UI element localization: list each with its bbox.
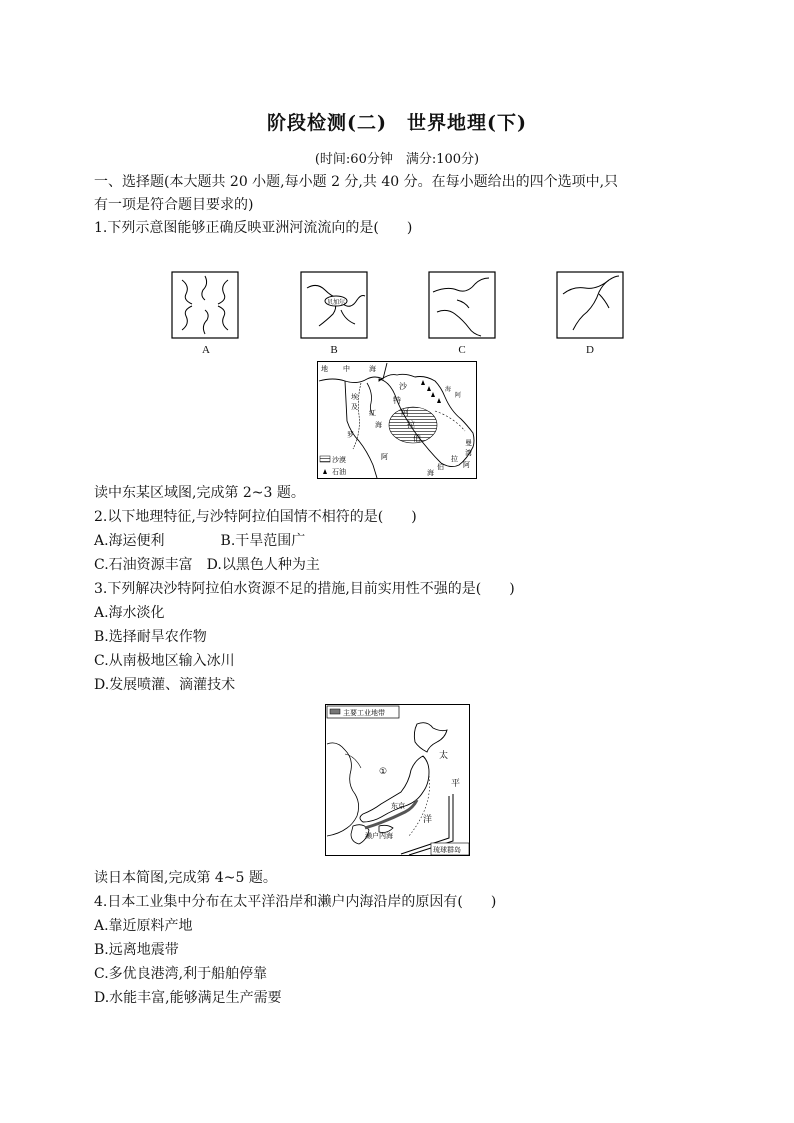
legend-desert: 沙漠 bbox=[332, 456, 346, 464]
question-3-option-c: C.从南极地区输入冰川 bbox=[94, 653, 235, 669]
ocean-label-tai: 太 bbox=[439, 751, 449, 761]
intro-q2-q3: 读中东某区域图,完成第 2~3 题。 bbox=[94, 485, 305, 501]
section-heading-line2: 有一项是符合题目要求的) bbox=[94, 197, 254, 213]
page-title: 阶段检测(二) 世界地理(下) bbox=[267, 112, 527, 134]
q1-map-c bbox=[427, 270, 499, 340]
map-label-bo2: 伯 bbox=[437, 463, 444, 471]
tokyo-label: 东京 bbox=[391, 802, 405, 810]
map-label-a: 阿 bbox=[401, 408, 409, 417]
ocean-label-ping: 平 bbox=[451, 779, 461, 789]
q1-map-a bbox=[170, 270, 242, 340]
question-2-stem: 2.以下地理特征,与沙特阿拉伯国情不相符的是( ) bbox=[94, 509, 417, 525]
map-label-a4: 阿 bbox=[463, 461, 470, 469]
map-label-a3: 阿 bbox=[455, 392, 462, 399]
section-heading-line1: 一、选择题(本大题共 20 小题,每小题 2 分,共 40 分。在每小题给出的四个选项中,只 bbox=[94, 174, 619, 190]
exam-info: (时间:60分钟 满分:100分) bbox=[314, 152, 480, 167]
question-1-stem: 1.下列示意图能够正确反映亚洲河流流向的是( ) bbox=[94, 220, 413, 236]
map-label-zhong: 中 bbox=[343, 365, 350, 373]
inland-sea-label: 濑户内海 bbox=[365, 832, 393, 840]
question-4-option-c: C.多优良港湾,利于船舶停靠 bbox=[94, 966, 268, 982]
map-label-man: 曼 bbox=[465, 439, 472, 447]
q1-map-c-label: C bbox=[458, 344, 466, 356]
map-label-sha: 沙 bbox=[399, 382, 407, 391]
map-label-wan: 湾 bbox=[465, 449, 472, 457]
ocean-label-yang: 洋 bbox=[423, 815, 433, 825]
question-4-option-b: B.远离地震带 bbox=[94, 942, 179, 958]
ryukyu-label: 琉球群岛 bbox=[433, 846, 461, 854]
q1-map-a-label: A bbox=[202, 344, 210, 356]
map-label-bo: 伯 bbox=[413, 434, 421, 443]
map-label-di: 地 bbox=[321, 365, 328, 373]
question-4-option-a: A.靠近原料产地 bbox=[94, 918, 193, 934]
question-4-option-d: D.水能丰富,能够满足生产需要 bbox=[94, 990, 282, 1006]
map-label-te: 特 bbox=[393, 396, 401, 405]
map-label-hai3: 海 bbox=[445, 386, 452, 393]
q1-map-b-lake-label: 贝加尔 bbox=[326, 299, 346, 306]
q1-map-d-label: D bbox=[586, 344, 594, 356]
question-4-stem: 4.日本工业集中分布在太平洋沿岸和濑户内海沿岸的原因有( ) bbox=[94, 894, 497, 910]
marker-one: ① bbox=[379, 767, 388, 777]
question-2-options-row2: C.石油资源丰富 D.以黑色人种为主 bbox=[94, 557, 320, 573]
map-label-ai: 埃 bbox=[351, 393, 358, 401]
map-label-hai2: 海 bbox=[375, 421, 382, 429]
legend-industrial: 主要工业地带 bbox=[343, 709, 385, 717]
question-3-option-a: A.海水淡化 bbox=[94, 605, 165, 621]
question-2-options-row1: A.海运便利 B.干旱范围广 bbox=[94, 533, 306, 549]
map-label-luo: 罗 bbox=[347, 431, 354, 439]
legend-oil: 石油 bbox=[332, 468, 346, 476]
map-label-ji: 及 bbox=[351, 403, 358, 411]
q1-map-b bbox=[299, 270, 371, 340]
question-3-stem: 3.下列解决沙特阿拉伯水资源不足的措施,目前实用性不强的是( ) bbox=[94, 581, 515, 597]
question-3-option-b: B.选择耐旱农作物 bbox=[94, 629, 207, 645]
map-label-la2: 拉 bbox=[451, 455, 458, 463]
q1-map-d bbox=[555, 270, 627, 340]
japan-map bbox=[325, 704, 470, 856]
intro-q4-q5: 读日本简图,完成第 4~5 题。 bbox=[94, 870, 277, 886]
middle-east-map bbox=[317, 361, 477, 479]
map-label-la: 拉 bbox=[407, 420, 415, 429]
map-label-a2: 阿 bbox=[381, 453, 388, 461]
map-label-hong: 红 bbox=[369, 409, 376, 417]
map-label-hai1: 海 bbox=[369, 365, 376, 373]
map-label-hai4: 海 bbox=[427, 469, 434, 477]
question-3-option-d: D.发展喷灌、滴灌技术 bbox=[94, 677, 236, 693]
q1-map-b-label: B bbox=[330, 344, 338, 356]
